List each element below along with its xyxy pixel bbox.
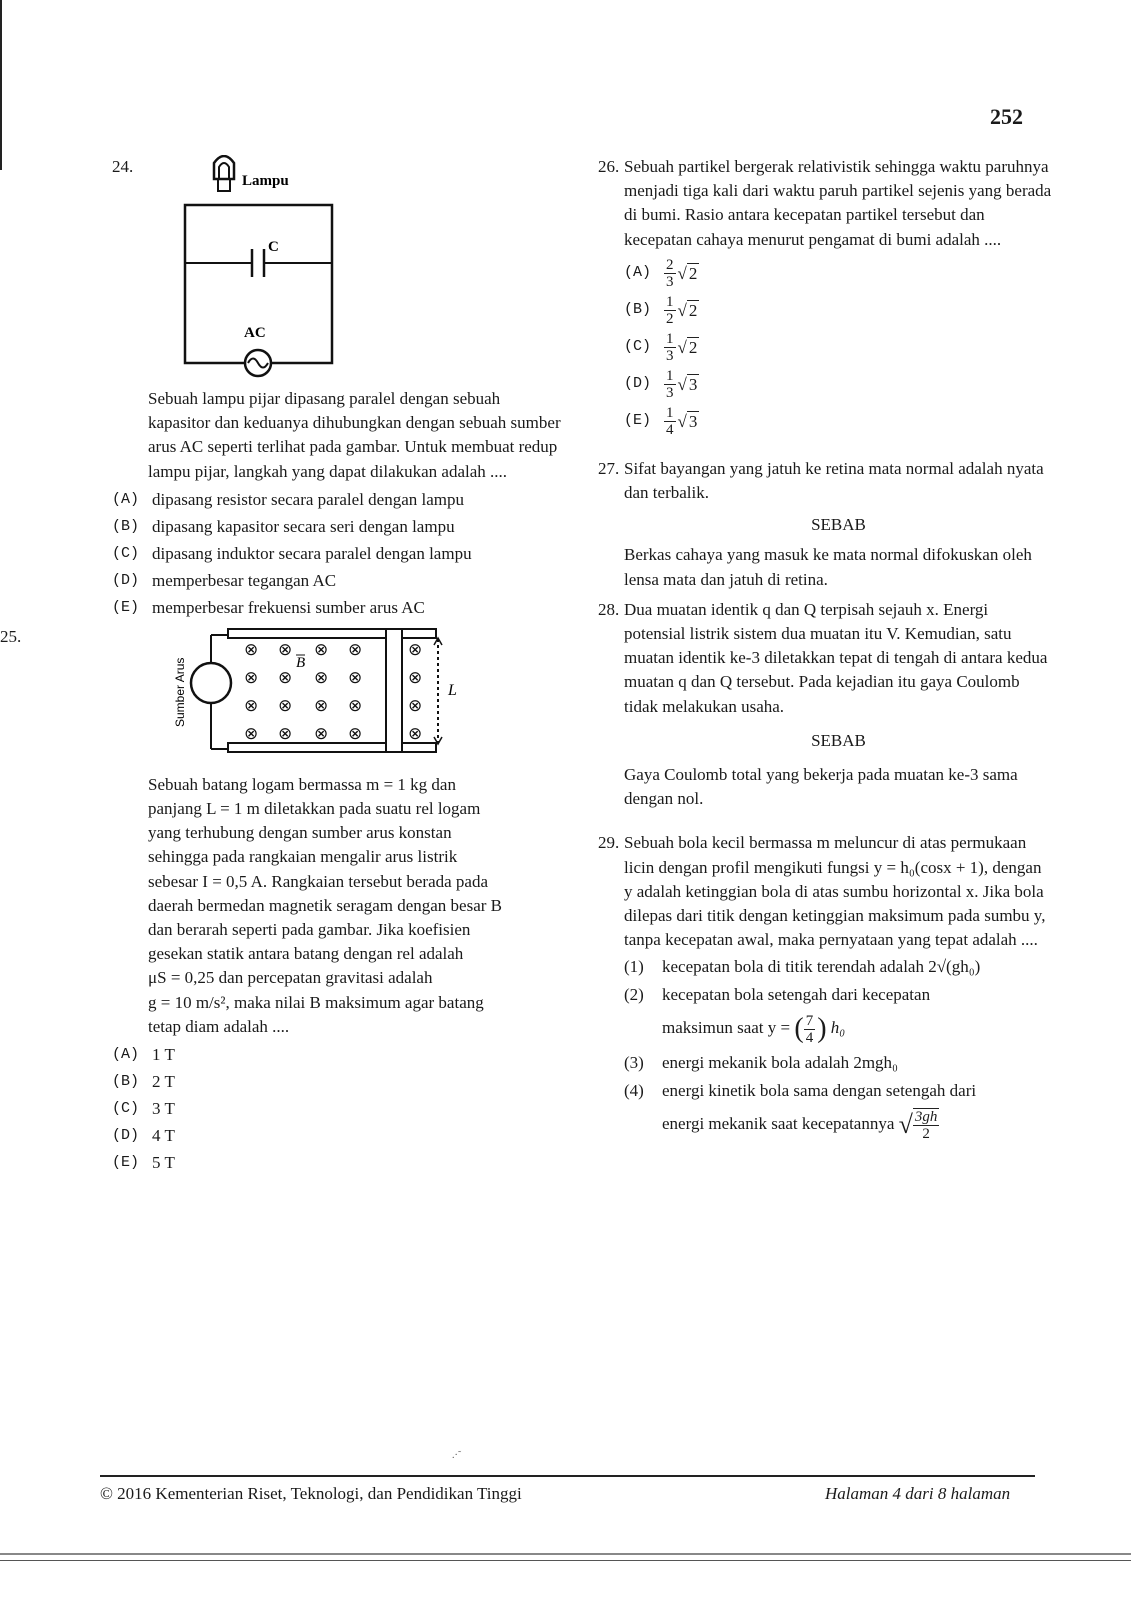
current-source-label: Sumber Arus [173,657,187,727]
option-c[interactable]: (C) dipasang induktor secara paralel dengan lampu [112,543,472,563]
option-d[interactable]: (D) $\frac{1}{3}$ √ 3 [624,368,698,402]
option-c[interactable]: (C) 3 T [112,1099,175,1119]
question-27 [598,457,1053,592]
statement-3: (3) energi mekanik bola adalah 2mgh₀ [624,1052,898,1072]
right-column [598,155,1053,1145]
option-e[interactable]: (E) 5 T [112,1153,175,1173]
reason: Berkas cahaya yang masuk ke mata normal difokuskan oleh lensa mata dan jatuh di retina. [624,545,1032,589]
ac-label: AC [244,325,266,341]
question-stem: Sebuah batang logam bermassa m = 1 kg dan panjang L = 1 m diletakkan pada suatu rel logam yang terhubung dengan sumber arus konstan sehingga pada rangkaian mengalir arus listrik sebesar I = 0,5 A. Rangkaian tersebut berada pada daerah bermedan magnetik seragam dengan besar B dan berarah seperti pada gambar. Jika koefisien gesekan statik antara batang dengan rel adalah μS = 0,25 dan percepatan gravitasi adalah g = 10 m/s², maka nilai B maksimum agar batang tetap diam adalah .... [148,774,503,1036]
option-b[interactable]: (B) $\frac{1}{2}$ √ 2 [624,294,698,328]
option-b[interactable]: (B) dipasang kapasitor secara seri dengan lampu [112,516,455,536]
statement-2: (2) kecepatan bola setengah dari kecepatan maksimun saat y = ( $\frac{7}{4}$ ) h₀ [624,985,931,1047]
statement: Sifat bayangan yang jatuh ke retina mata normal adalah nyata dan terbalik. [624,458,1044,503]
svg-text:⊗: ⊗ [314,723,329,744]
left-column [0,155,562,1176]
question-26 [598,155,1053,439]
statement-1: (1) kecepatan bola di titik terendah adalah 2√(gh₀) [624,957,981,977]
sqrt-icon: √ [898,1109,913,1139]
capacitor-icon [252,249,264,277]
ac-source-icon [245,350,271,376]
field-b-label: B [296,654,306,671]
svg-text:⊗: ⊗ [278,723,293,744]
page-number: 252 [990,104,1023,129]
svg-text:⊗: ⊗ [278,639,293,660]
question-number: 27. [598,458,620,478]
sqrt-icon: √ 2 [677,338,698,358]
svg-text:⊗: ⊗ [348,723,363,744]
sqrt-icon: √ 2 [677,301,698,321]
question-number: 25. [0,626,22,646]
question-stem: Sebuah partikel bergerak relativistik sehingga waktu paruhnya menjadi tiga kali dari waktu paruh partikel sejenis yang berada di bumi. Rasio antara kecepatan partikel tersebut dan kecepatan cahaya menurut pengamat di bumi adalah .... [624,157,1052,249]
fraction: $\frac{1}{2}$ [666,294,674,328]
question-number: 26. [598,157,620,176]
svg-text:⊗: ⊗ [408,723,423,744]
statements-list [624,954,1053,1144]
sqrt-icon: √ 3 [677,375,698,395]
capacitor-label: C [268,239,279,255]
footer-page-info: Halaman 4 dari 8 halaman [825,1484,1011,1503]
scan-edge-mark [0,0,2,170]
statement: Dua muatan identik q dan Q terpisah sejauh x. Energi potensial listrik sistem dua muatan itu V. Kemudian, satu muatan identik ke-3 diletakkan tepat di tengah di antara kedua muatan q dan Q tersebut. Pada kejadian itu gaya Coulomb tidak melakukan usaha. [624,599,1048,716]
answer-options [112,1041,562,1176]
svg-text:⊗: ⊗ [244,639,259,660]
footer-divider [100,1475,1035,1477]
fraction: $\frac{2}{3}$ [666,257,674,291]
fraction: $\frac{1}{3}$ [666,331,674,365]
answer-options [112,486,562,621]
question-stem: Sebuah lampu pijar dipasang paralel dengan sebuah kapasitor dan keduanya dihubungkan dengan sebuah sumber arus AC seperti terlihat pada gambar. Untuk membuat redup lampu pijar, langkah yang dapat dilakukan adalah .... [148,389,561,481]
svg-text:⊗: ⊗ [314,667,329,688]
question-number: 29. [598,833,620,853]
option-b[interactable]: (B) 2 T [112,1072,175,1092]
question-24 [112,155,562,621]
question-28 [598,598,1053,812]
svg-text:⊗: ⊗ [348,695,363,716]
svg-text:⊗: ⊗ [408,695,423,716]
sqrt-icon: √ 2 [677,264,698,284]
svg-text:⊗: ⊗ [348,639,363,660]
scan-edge-bottom [0,1553,1131,1555]
option-a[interactable]: (A) 1 T [112,1045,175,1065]
lamp-label: Lampu [242,173,289,189]
svg-text:⊗: ⊗ [348,667,363,688]
circuit-figure [148,155,448,385]
option-a[interactable]: (A) $\frac{2}{3}$ √ 2 [624,257,698,291]
question-25 [0,625,562,1176]
current-source-icon [191,663,231,703]
question-number: 24. [112,157,134,176]
sebab-connector: SEBAB [811,730,866,750]
statement-4: (4) energi kinetik bola sama dengan setengah dari energi mekanik saat kecepatannya √ $\frac{3gh}{2}$ [624,1078,1053,1145]
scan-edge-bottom-2 [0,1560,1131,1561]
svg-text:⊗: ⊗ [408,667,423,688]
rail-magnetic-field-diagram [164,625,562,765]
scan-artifact: .·˜ [452,1450,462,1461]
svg-text:⊗: ⊗ [278,667,293,688]
fraction: $\frac{1}{3}$ [666,368,674,402]
length-label: L [448,681,457,699]
question-stem: Sebuah bola kecil bermassa m meluncur di atas permukaan licin dengan profil mengikuti fungsi y = h₀(cosx + 1), dengan y adalah ketinggian bola di atas sumbu horizontal x. Jika bola dilepas dari titik dengan ketinggian maksimum pada sumbu y, tanpa kecepatan awal, maka pernyataan yang tepat adalah .... [624,833,1046,950]
circuit-diagram-lamp-capacitor-ac [148,155,562,385]
metal-bar [386,629,402,752]
svg-text:⊗: ⊗ [244,695,259,716]
answer-options [624,254,1053,439]
option-d[interactable]: (D) memperbesar tegangan AC [112,570,337,590]
option-a[interactable]: (A) dipasang resistor secara paralel dengan lampu [112,489,465,509]
sebab-connector: SEBAB [811,515,866,535]
reason: Gaya Coulomb total yang bekerja pada muatan ke-3 sama dengan nol. [624,765,1018,809]
footer-copyright: © 2016 Kementerian Riset, Teknologi, dan Pendidikan Tinggi [100,1484,522,1503]
svg-text:⊗: ⊗ [408,639,423,660]
question-29 [598,831,1053,1144]
svg-text:⊗: ⊗ [244,667,259,688]
option-e[interactable]: (E) memperbesar frekuensi sumber arus AC [112,597,425,617]
option-c[interactable]: (C) $\frac{1}{3}$ √ 2 [624,331,698,365]
lamp-icon [214,156,234,191]
svg-text:⊗: ⊗ [314,695,329,716]
option-e[interactable]: (E) $\frac{1}{4}$ √ 3 [624,405,698,439]
question-number: 28. [598,599,620,619]
svg-text:⊗: ⊗ [278,695,293,716]
sqrt-icon: √ 3 [677,412,698,432]
fraction: $\frac{1}{4}$ [666,405,674,439]
rail-figure [164,625,464,761]
svg-text:⊗: ⊗ [244,723,259,744]
option-d[interactable]: (D) 4 T [112,1126,175,1146]
svg-text:⊗: ⊗ [314,639,329,660]
